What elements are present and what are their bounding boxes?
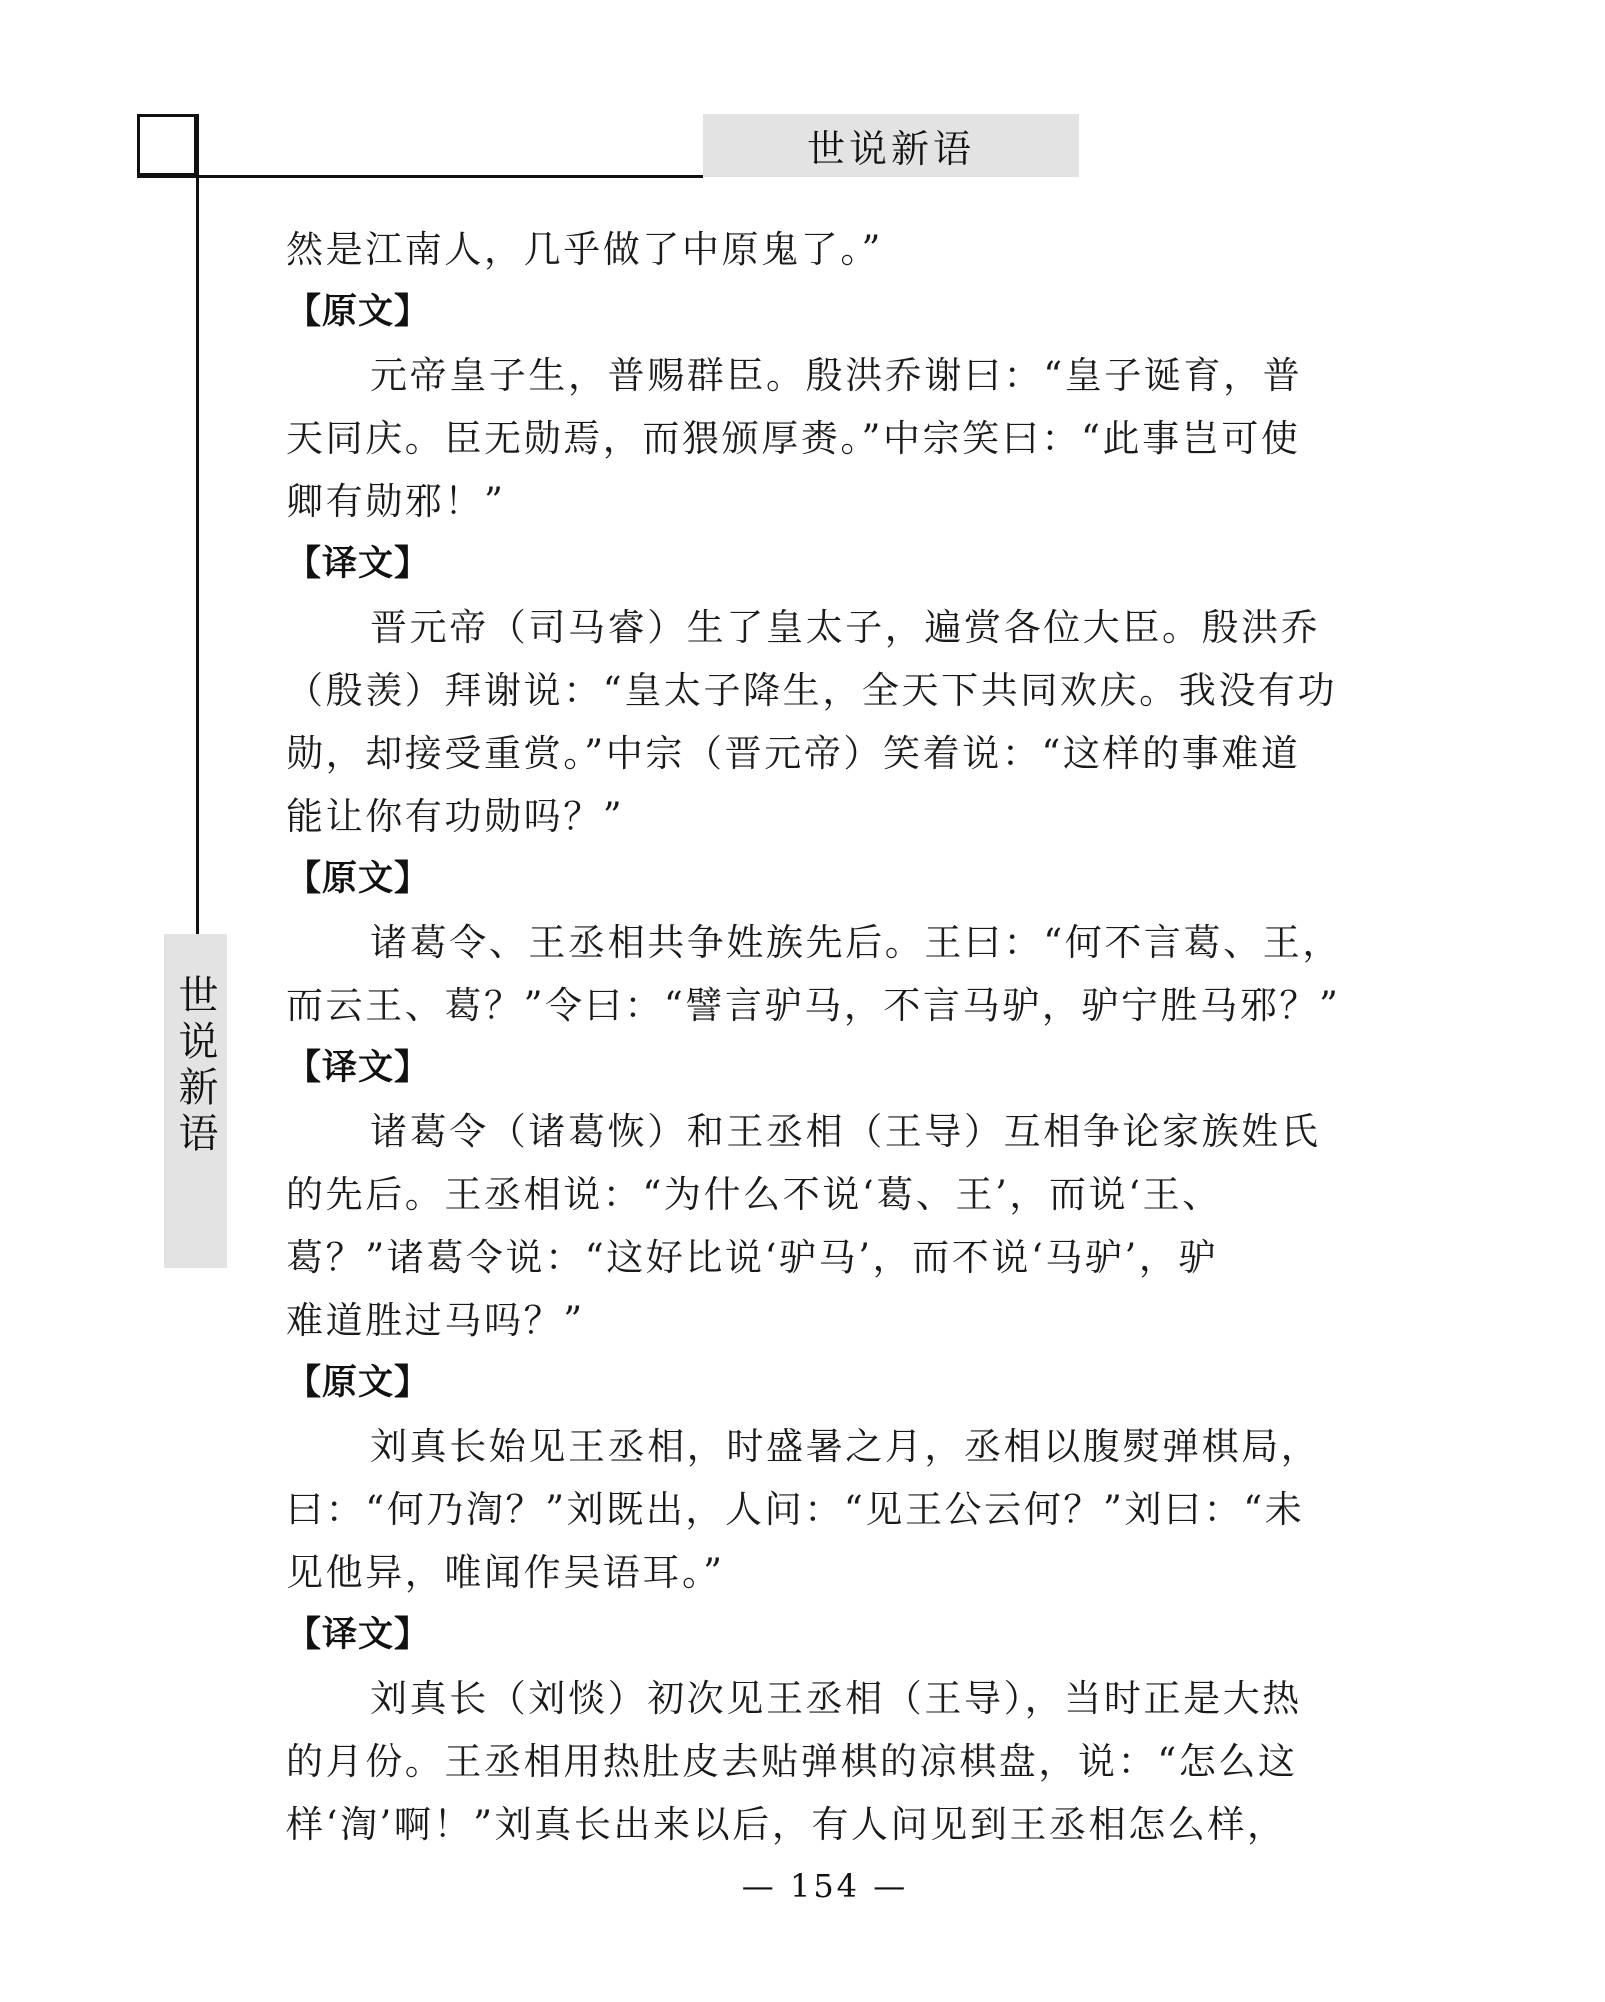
paragraph-line: 见他异，唯闻作吴语耳。” bbox=[286, 1551, 725, 1594]
paragraph-line: 诸葛令、王丞相共争姓族先后。王曰：“何不言葛、王， bbox=[370, 921, 1342, 964]
section-label-translation: 【译文】 bbox=[286, 1048, 431, 1088]
paragraph-line: 元帝皇子生，普赐群臣。殷洪乔谢曰：“皇子诞育，普 bbox=[370, 354, 1303, 397]
paragraph-line: 晋元帝（司马睿）生了皇太子，遍赏各位大臣。殷洪乔 bbox=[370, 606, 1321, 649]
page-number: — 154 — bbox=[741, 1867, 909, 1905]
paragraph-line: 诸葛令（诸葛恢）和王丞相（王导）互相争论家族姓氏 bbox=[370, 1110, 1321, 1153]
paragraph-line: 葛？”诸葛令说：“这好比说‘驴马’，而不说‘马驴’，驴 bbox=[286, 1236, 1219, 1279]
side-tab-text: 世说新语 bbox=[172, 974, 218, 1158]
section-label-original: 【原文】 bbox=[286, 859, 431, 899]
paragraph-line: 难道胜过马吗？” bbox=[286, 1299, 585, 1342]
paragraph-line: 曰：“何乃渹？”刘既出，人问：“见王公云何？”刘曰：“未 bbox=[286, 1488, 1305, 1531]
paragraph-line: 刘真长（刘惔）初次见王丞相（王导），当时正是大热 bbox=[370, 1677, 1302, 1720]
paragraph-line: 能让你有功勋吗？” bbox=[286, 795, 625, 838]
side-tab bbox=[164, 934, 227, 1268]
paragraph-line: 样‘渹’啊！”刘真长出来以后，有人问见到王丞相怎么样， bbox=[286, 1803, 1287, 1846]
page-body bbox=[286, 218, 1376, 1856]
continuation-line: 然是江南人，几乎做了中原鬼了。” bbox=[286, 228, 884, 271]
paragraph-line: 刘真长始见王丞相，时盛暑之月，丞相以腹熨弹棋局， bbox=[370, 1425, 1321, 1468]
running-header-title: 世说新语 bbox=[806, 127, 975, 171]
header-corner-box bbox=[137, 114, 197, 176]
paragraph-line: 卿有勋邪！” bbox=[286, 480, 506, 523]
paragraph-line: 天同庆。臣无勋焉，而猥颁厚赉。”中宗笑曰：“此事岂可使 bbox=[286, 417, 1301, 460]
paragraph-line: 的先后。王丞相说：“为什么不说‘葛、王’，而说‘王、 bbox=[286, 1173, 1222, 1216]
paragraph-line: 勋，却接受重赏。”中宗（晋元帝）笑着说：“这样的事难道 bbox=[286, 732, 1301, 775]
paragraph-line: 的月份。王丞相用热肚皮去贴弹棋的凉棋盘，说：“怎么这 bbox=[286, 1740, 1298, 1783]
paragraph-line: 而云王、葛？”令曰：“譬言驴马，不言马驴，驴宁胜马邪？” bbox=[286, 984, 1341, 1027]
running-header bbox=[703, 114, 1079, 177]
header-rule bbox=[137, 175, 703, 178]
section-label-original: 【原文】 bbox=[286, 1363, 431, 1403]
section-label-original: 【原文】 bbox=[286, 292, 431, 332]
section-label-translation: 【译文】 bbox=[286, 544, 431, 584]
section-label-translation: 【译文】 bbox=[286, 1615, 431, 1655]
margin-vertical-rule bbox=[196, 114, 199, 934]
paragraph-line: （殷羡）拜谢说：“皇太子降生，全天下共同欢庆。我没有功 bbox=[286, 669, 1338, 712]
